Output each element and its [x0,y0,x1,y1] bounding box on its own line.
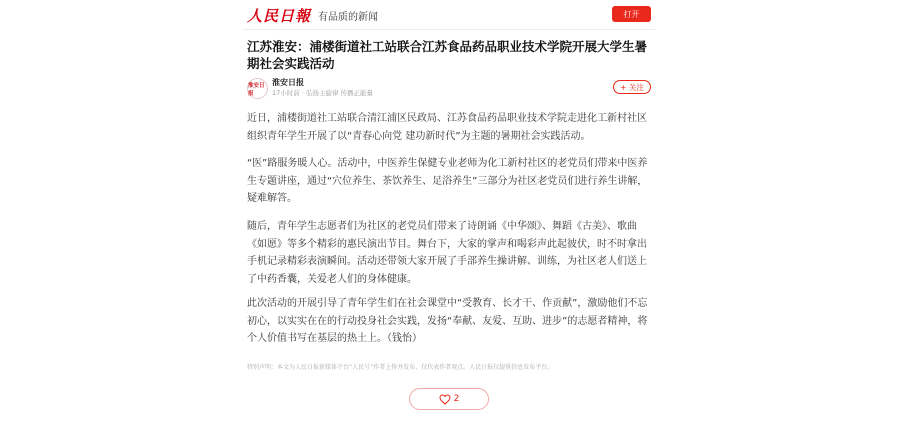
header-divider [243,29,655,30]
follow-button[interactable]: + 关注 [613,80,651,94]
paragraph-2: “医”路服务暖人心。活动中，中医养生保健专业老师为化工新村社区的老党员们带来中医养生专题讲座，通过“穴位养生、茶饮养生、足浴养生”三部分为社区老党员们进行养生讲解，疑难解答。 [247,158,648,204]
paragraph-4: 此次活动的开展引导了青年学生们在社会课堂中“受教育、长才干、作贡献”，激励他们不忘初心，以实实在在的行动投身社会实践，发扬“奉献、友爱、互助、进步”的志愿者精神，将个人价值书写在基层的热土上。（钱怡） [247,298,648,344]
article-title: 江苏淮安：浦楼街道社工站联合江苏食品药品职业技术学院开展大学生暑期社会实践活动 [247,39,648,71]
author-avatar[interactable]: 淮安日报 [247,78,268,99]
author-bar [247,77,655,99]
like-button[interactable] [409,388,489,410]
author-name[interactable]: 淮安日报 [272,78,304,87]
heart-icon [439,394,451,405]
top-bar [243,0,655,30]
brand-slogan: 有品质的新闻 [318,12,378,23]
paragraph-3: 随后，青年学生志愿者们为社区的老党员们带来了诗朗诵《中华颂》、舞蹈《古美》、歌曲《如愿》等多个精彩的惠民演出节目。舞台下，大家的掌声和喝彩声此起彼伏，时不时拿出手机记录精彩表演瞬间。活动还带领大家开展了手部养生操讲解、训练，为社区老人们送上了中药香囊，关爱老人们的身体健康。 [247,221,647,285]
disclaimer-text: 特别声明：本文为人民日报新媒体平台“人民号”作者上传并发布，仅代表作者观点。人民日报仅提供信息发布平台。 [247,364,554,371]
like-count: 2 [453,394,460,404]
author-meta: 17小时前 · 弘扬主旋律 传播正能量 [272,89,374,97]
paragraph-1: 近日，浦楼街道社工站联合清江浦区民政局、江苏食品药品职业技术学院走进化工新村社区组织青年学生开展了以“青春心向党 建功新时代”为主题的暑期社会实践活动。 [247,113,647,142]
brand-logo[interactable]: 人民日報 [247,7,312,25]
open-app-button[interactable]: 打开 [612,6,651,22]
